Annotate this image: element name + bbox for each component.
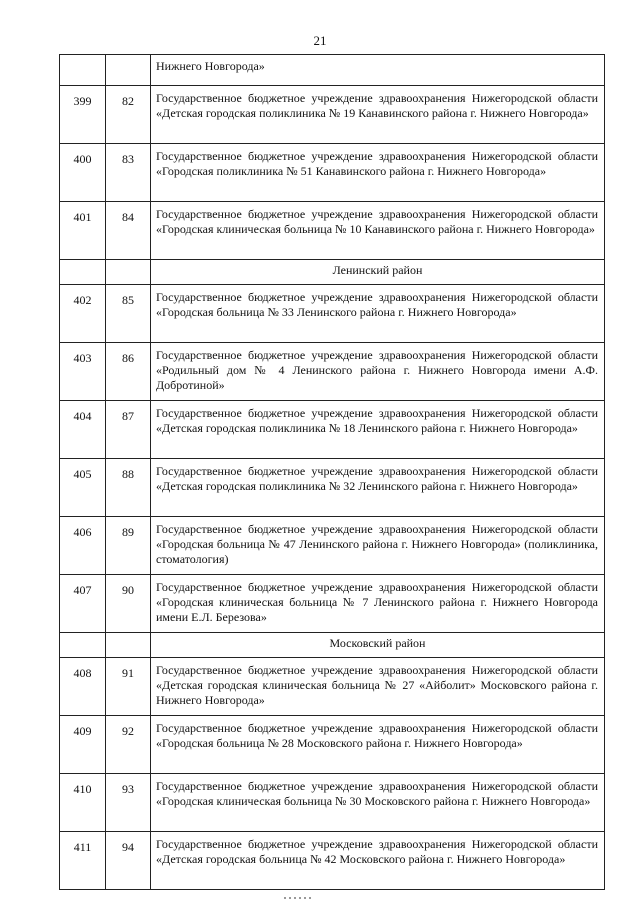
table-row	[60, 86, 605, 144]
institution-name-cell: Государственное бюджетное учреждение здравоохранения Нижегородской области «Городская клиническая больница № 10 Канавинского района г. Нижнего Новгорода»	[151, 202, 605, 260]
institution-name-cell: Государственное бюджетное учреждение здравоохранения Нижегородской области «Городская клиническая больница № 30 Московского района г. Нижнего Новгорода»	[151, 774, 605, 832]
section-empty-cell	[60, 260, 106, 285]
table-row-continuation	[60, 55, 605, 86]
page-number: 21	[313, 33, 327, 48]
row-subnumber-cell: 87	[106, 401, 151, 459]
row-number-cell: 400	[60, 144, 106, 202]
row-number-cell	[60, 55, 106, 86]
scan-artifact	[284, 897, 314, 899]
institutions-table	[59, 54, 605, 890]
table-row	[60, 658, 605, 716]
row-number-cell: 411	[60, 832, 106, 890]
row-number-cell: 406	[60, 517, 106, 575]
row-subnumber-cell: 84	[106, 202, 151, 260]
section-empty-cell	[60, 633, 106, 658]
row-number-cell: 405	[60, 459, 106, 517]
row-subnumber-cell: 83	[106, 144, 151, 202]
row-subnumber-cell: 91	[106, 658, 151, 716]
table-row	[60, 401, 605, 459]
row-number-cell: 402	[60, 285, 106, 343]
institution-name-cell: Государственное бюджетное учреждение здравоохранения Нижегородской области «Городская больница № 33 Ленинского района г. Нижнего Новгорода»	[151, 285, 605, 343]
table-row	[60, 716, 605, 774]
institution-name-cell: Государственное бюджетное учреждение здравоохранения Нижегородской области «Городская больница № 28 Московского района г. Нижнего Новгорода»	[151, 716, 605, 774]
institution-name-cell: Государственное бюджетное учреждение здравоохранения Нижегородской области «Детская городская поликлиника № 18 Ленинского района г. Нижнего Новгорода»	[151, 401, 605, 459]
section-title-leninsky: Ленинский район	[151, 260, 605, 285]
row-number-cell: 403	[60, 343, 106, 401]
row-number-cell: 401	[60, 202, 106, 260]
section-empty-cell	[106, 260, 151, 285]
table-row	[60, 774, 605, 832]
row-number-cell: 408	[60, 658, 106, 716]
table-row	[60, 285, 605, 343]
table-row	[60, 575, 605, 633]
institution-name-cell: Государственное бюджетное учреждение здравоохранения Нижегородской области «Родильный дом № 4 Ленинского района г. Нижнего Новгорода имени А.Ф. Добротиной»	[151, 343, 605, 401]
row-subnumber-cell: 82	[106, 86, 151, 144]
section-title-moskovsky: Московский район	[151, 633, 605, 658]
section-row-leninsky	[60, 260, 605, 285]
institution-name-cell: Государственное бюджетное учреждение здравоохранения Нижегородской области «Детская городская поликлиника № 19 Канавинского района г. Нижнего Новгорода»	[151, 86, 605, 144]
row-subnumber-cell	[106, 55, 151, 86]
row-subnumber-cell: 90	[106, 575, 151, 633]
row-number-cell: 410	[60, 774, 106, 832]
table-row	[60, 144, 605, 202]
row-number-cell: 409	[60, 716, 106, 774]
row-subnumber-cell: 93	[106, 774, 151, 832]
institution-name-cell: Государственное бюджетное учреждение здравоохранения Нижегородской области «Детская городская поликлиника № 32 Ленинского района г. Нижнего Новгорода»	[151, 459, 605, 517]
row-subnumber-cell: 85	[106, 285, 151, 343]
row-subnumber-cell: 89	[106, 517, 151, 575]
table-row	[60, 343, 605, 401]
institution-name-cell: Государственное бюджетное учреждение здравоохранения Нижегородской области «Городская больница № 47 Ленинского района г. Нижнего Новгорода» (поликлиника, стоматология)	[151, 517, 605, 575]
row-number-cell: 407	[60, 575, 106, 633]
section-row-moskovsky	[60, 633, 605, 658]
table-row	[60, 459, 605, 517]
row-number-cell: 404	[60, 401, 106, 459]
row-subnumber-cell: 88	[106, 459, 151, 517]
table-row	[60, 517, 605, 575]
table-row	[60, 832, 605, 890]
institution-name-cell: Государственное бюджетное учреждение здравоохранения Нижегородской области «Городская поликлиника № 51 Канавинского района г. Нижнего Новгорода»	[151, 144, 605, 202]
row-number-cell: 399	[60, 86, 106, 144]
institution-name-cell: Государственное бюджетное учреждение здравоохранения Нижегородской области «Детская городская клиническая больница № 27 «Айболит» Московского района г. Нижнего Новгорода»	[151, 658, 605, 716]
section-empty-cell	[106, 633, 151, 658]
table-row	[60, 202, 605, 260]
institution-name-cell: Нижнего Новгорода»	[151, 55, 605, 86]
institution-name-cell: Государственное бюджетное учреждение здравоохранения Нижегородской области «Детская городская больница № 42 Московского района г. Нижнего Новгорода»	[151, 832, 605, 890]
row-subnumber-cell: 94	[106, 832, 151, 890]
institution-name-cell: Государственное бюджетное учреждение здравоохранения Нижегородской области «Городская клиническая больница № 7 Ленинского района г. Нижнего Новгорода имени Е.Л. Березова»	[151, 575, 605, 633]
row-subnumber-cell: 86	[106, 343, 151, 401]
row-subnumber-cell: 92	[106, 716, 151, 774]
